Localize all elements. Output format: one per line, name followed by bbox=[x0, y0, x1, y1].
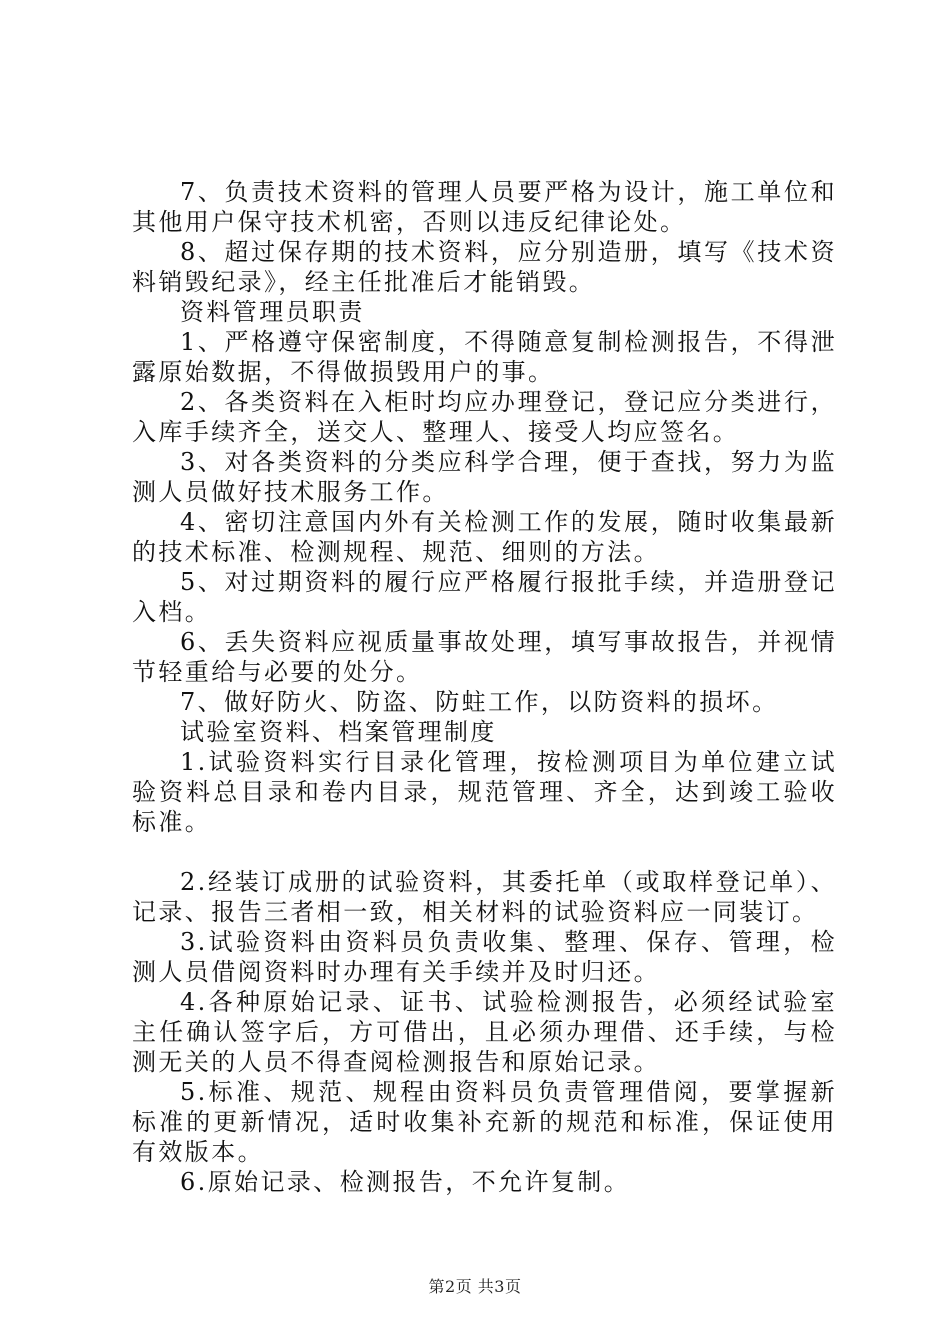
section-heading-lab-archive-rules: 试验室资料、档案管理制度 bbox=[180, 718, 497, 746]
paragraph-item-8-destruction: 8、超过保存期的技术资料，应分别造册，填写《技术资料销毁纪录》，经主任批准后才能销毁。 bbox=[132, 238, 837, 296]
paragraph-rule-3: 3.试验资料由资料员负责收集、整理、保存、管理，检测人员借阅资料时办理有关手续并及时归还。 bbox=[132, 928, 837, 986]
paragraph-rule-2: 2.经装订成册的试验资料，其委托单（或取样登记单）、记录、报告三者相一致，相关材料的试验资料应一同装订。 bbox=[132, 868, 837, 926]
paragraph-duty-3: 3、对各类资料的分类应科学合理，便于查找，努力为监测人员做好技术服务工作。 bbox=[132, 448, 837, 506]
section-heading-archivist-duties: 资料管理员职责 bbox=[180, 298, 365, 326]
paragraph-duty-2: 2、各类资料在入柜时均应办理登记，登记应分类进行，入库手续齐全，送交人、整理人、接受人均应签名。 bbox=[132, 388, 837, 446]
document-body bbox=[132, 177, 837, 1197]
paragraph-rule-1: 1.试验资料实行目录化管理，按检测项目为单位建立试验资料总目录和卷内目录，规范管理、齐全，达到竣工验收标准。 bbox=[132, 748, 837, 836]
paragraph-duty-1: 1、严格遵守保密制度，不得随意复制检测报告，不得泄露原始数据，不得做损毁用户的事。 bbox=[132, 328, 837, 386]
paragraph-rule-6: 6.原始记录、检测报告，不允许复制。 bbox=[180, 1168, 631, 1196]
page-number-footer: 第2页 共3页 bbox=[428, 1277, 522, 1296]
paragraph-item-7-confidentiality: 7、负责技术资料的管理人员要严格为设计，施工单位和其他用户保守技术机密，否则以违反纪律论处。 bbox=[132, 178, 837, 236]
paragraph-duty-4: 4、密切注意国内外有关检测工作的发展，随时收集最新的技术标准、检测规程、规范、细则的方法。 bbox=[132, 508, 837, 566]
paragraph-duty-5: 5、对过期资料的履行应严格履行报批手续，并造册登记入档。 bbox=[132, 568, 837, 626]
paragraph-duty-6: 6、丢失资料应视质量事故处理，填写事故报告，并视情节轻重给与必要的处分。 bbox=[132, 628, 837, 686]
paragraph-rule-4: 4.各种原始记录、证书、试验检测报告，必须经试验室主任确认签字后，方可借出，且必须办理借、还手续，与检测无关的人员不得查阅检测报告和原始记录。 bbox=[132, 988, 837, 1076]
paragraph-rule-5: 5.标准、规范、规程由资料员负责管理借阅，要掌握新标准的更新情况，适时收集补充新的规范和标准，保证使用有效版本。 bbox=[132, 1078, 837, 1166]
paragraph-duty-7: 7、做好防火、防盗、防蛀工作，以防资料的损坏。 bbox=[180, 688, 779, 716]
